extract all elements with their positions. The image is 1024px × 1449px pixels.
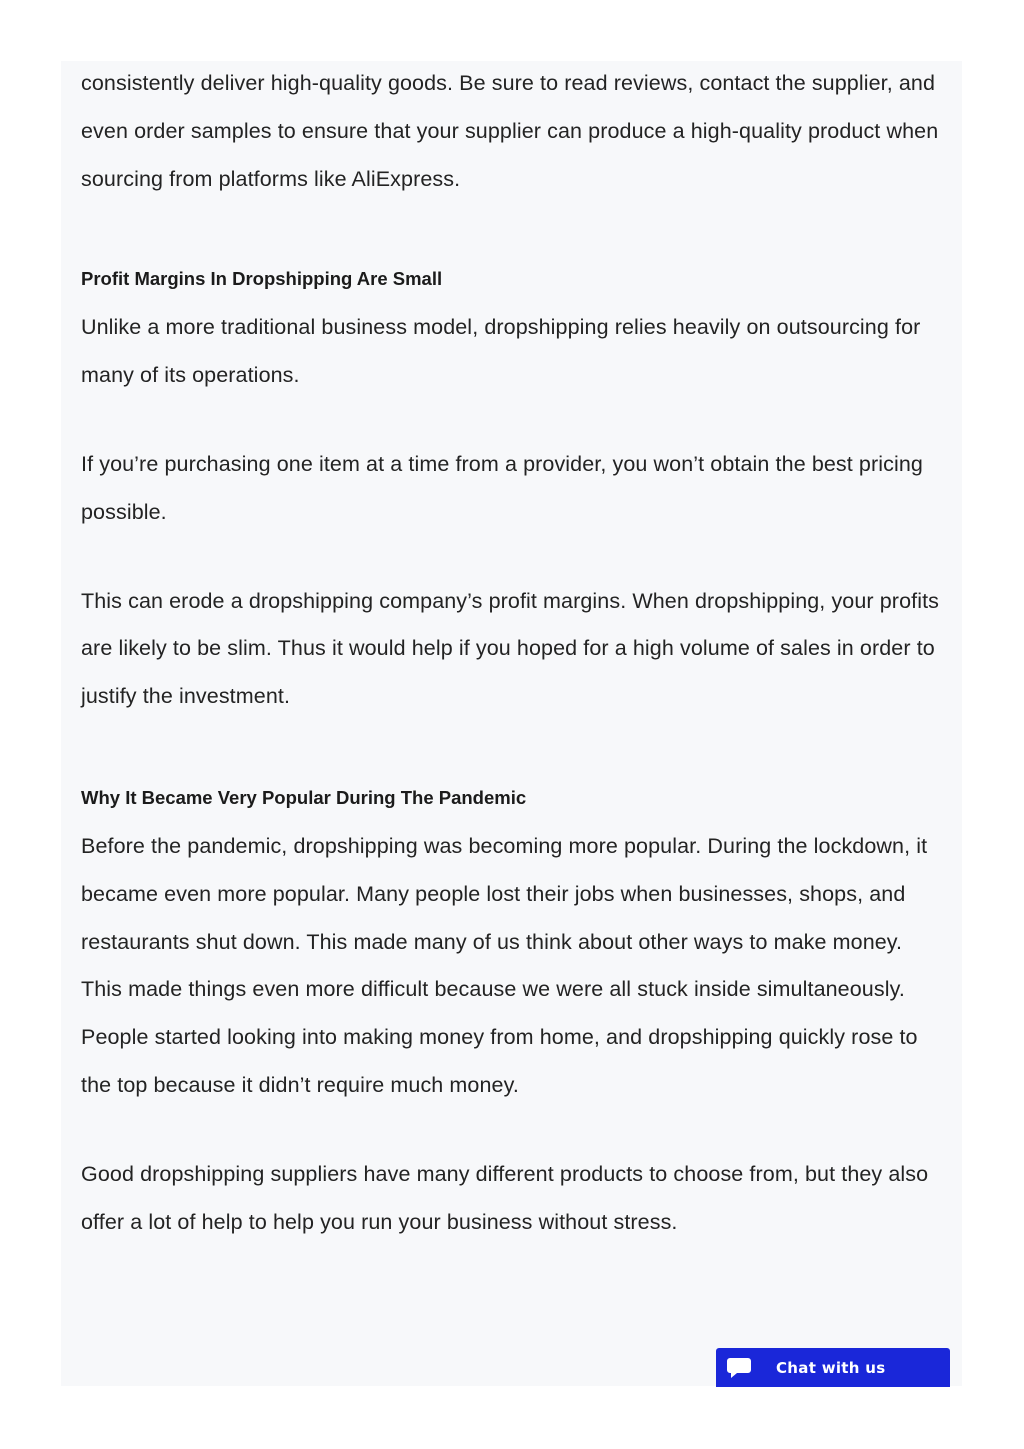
pandemic-paragraph-2: Good dropshipping suppliers have many different products to choose from, but they also offer a lot of help to help you run your business without stress. bbox=[81, 1161, 929, 1234]
profit-margins-paragraph-3: This can erode a dropshipping company’s profit margins. When dropshipping, your profits are likely to be slim. Thus it would help if you hoped for a high volume of sales in order to justify the investment. bbox=[81, 588, 940, 709]
pandemic-paragraph-1: Before the pandemic, dropshipping was becoming more popular. During the lockdown, it became even more popular. Many people lost their jobs when businesses, shops, and restaurants shut down. This made many of us think about other ways to make money. This made things even more difficult because we were all stuck inside simultaneously. People started looking into making money from home, and dropshipping quickly rose to the top because it didn’t require much money. bbox=[81, 833, 928, 1097]
article-body bbox=[81, 61, 941, 1246]
profit-margins-paragraph-1: Unlike a more traditional business model, dropshipping relies heavily on outsourcing for many of its operations. bbox=[81, 315, 921, 388]
chat-label: Chat with us bbox=[776, 1358, 886, 1377]
section-heading-pandemic: Why It Became Very Popular During The Pandemic bbox=[81, 786, 527, 808]
intro-paragraph: consistently deliver high-quality goods. Be sure to read reviews, contact the supplier, and even order samples to ensure that your supplier can produce a high-quality product when sourcing from platforms like AliExpress. bbox=[81, 71, 939, 191]
section-heading-profit-margins: Profit Margins In Dropshipping Are Small bbox=[81, 268, 443, 290]
profit-margins-paragraph-2: If you’re purchasing one item at a time from a provider, you won’t obtain the best pricing possible. bbox=[81, 451, 923, 524]
article-panel bbox=[61, 61, 962, 1386]
chat-with-us-button[interactable] bbox=[716, 1348, 950, 1387]
chat-bubble-icon bbox=[716, 1348, 762, 1387]
